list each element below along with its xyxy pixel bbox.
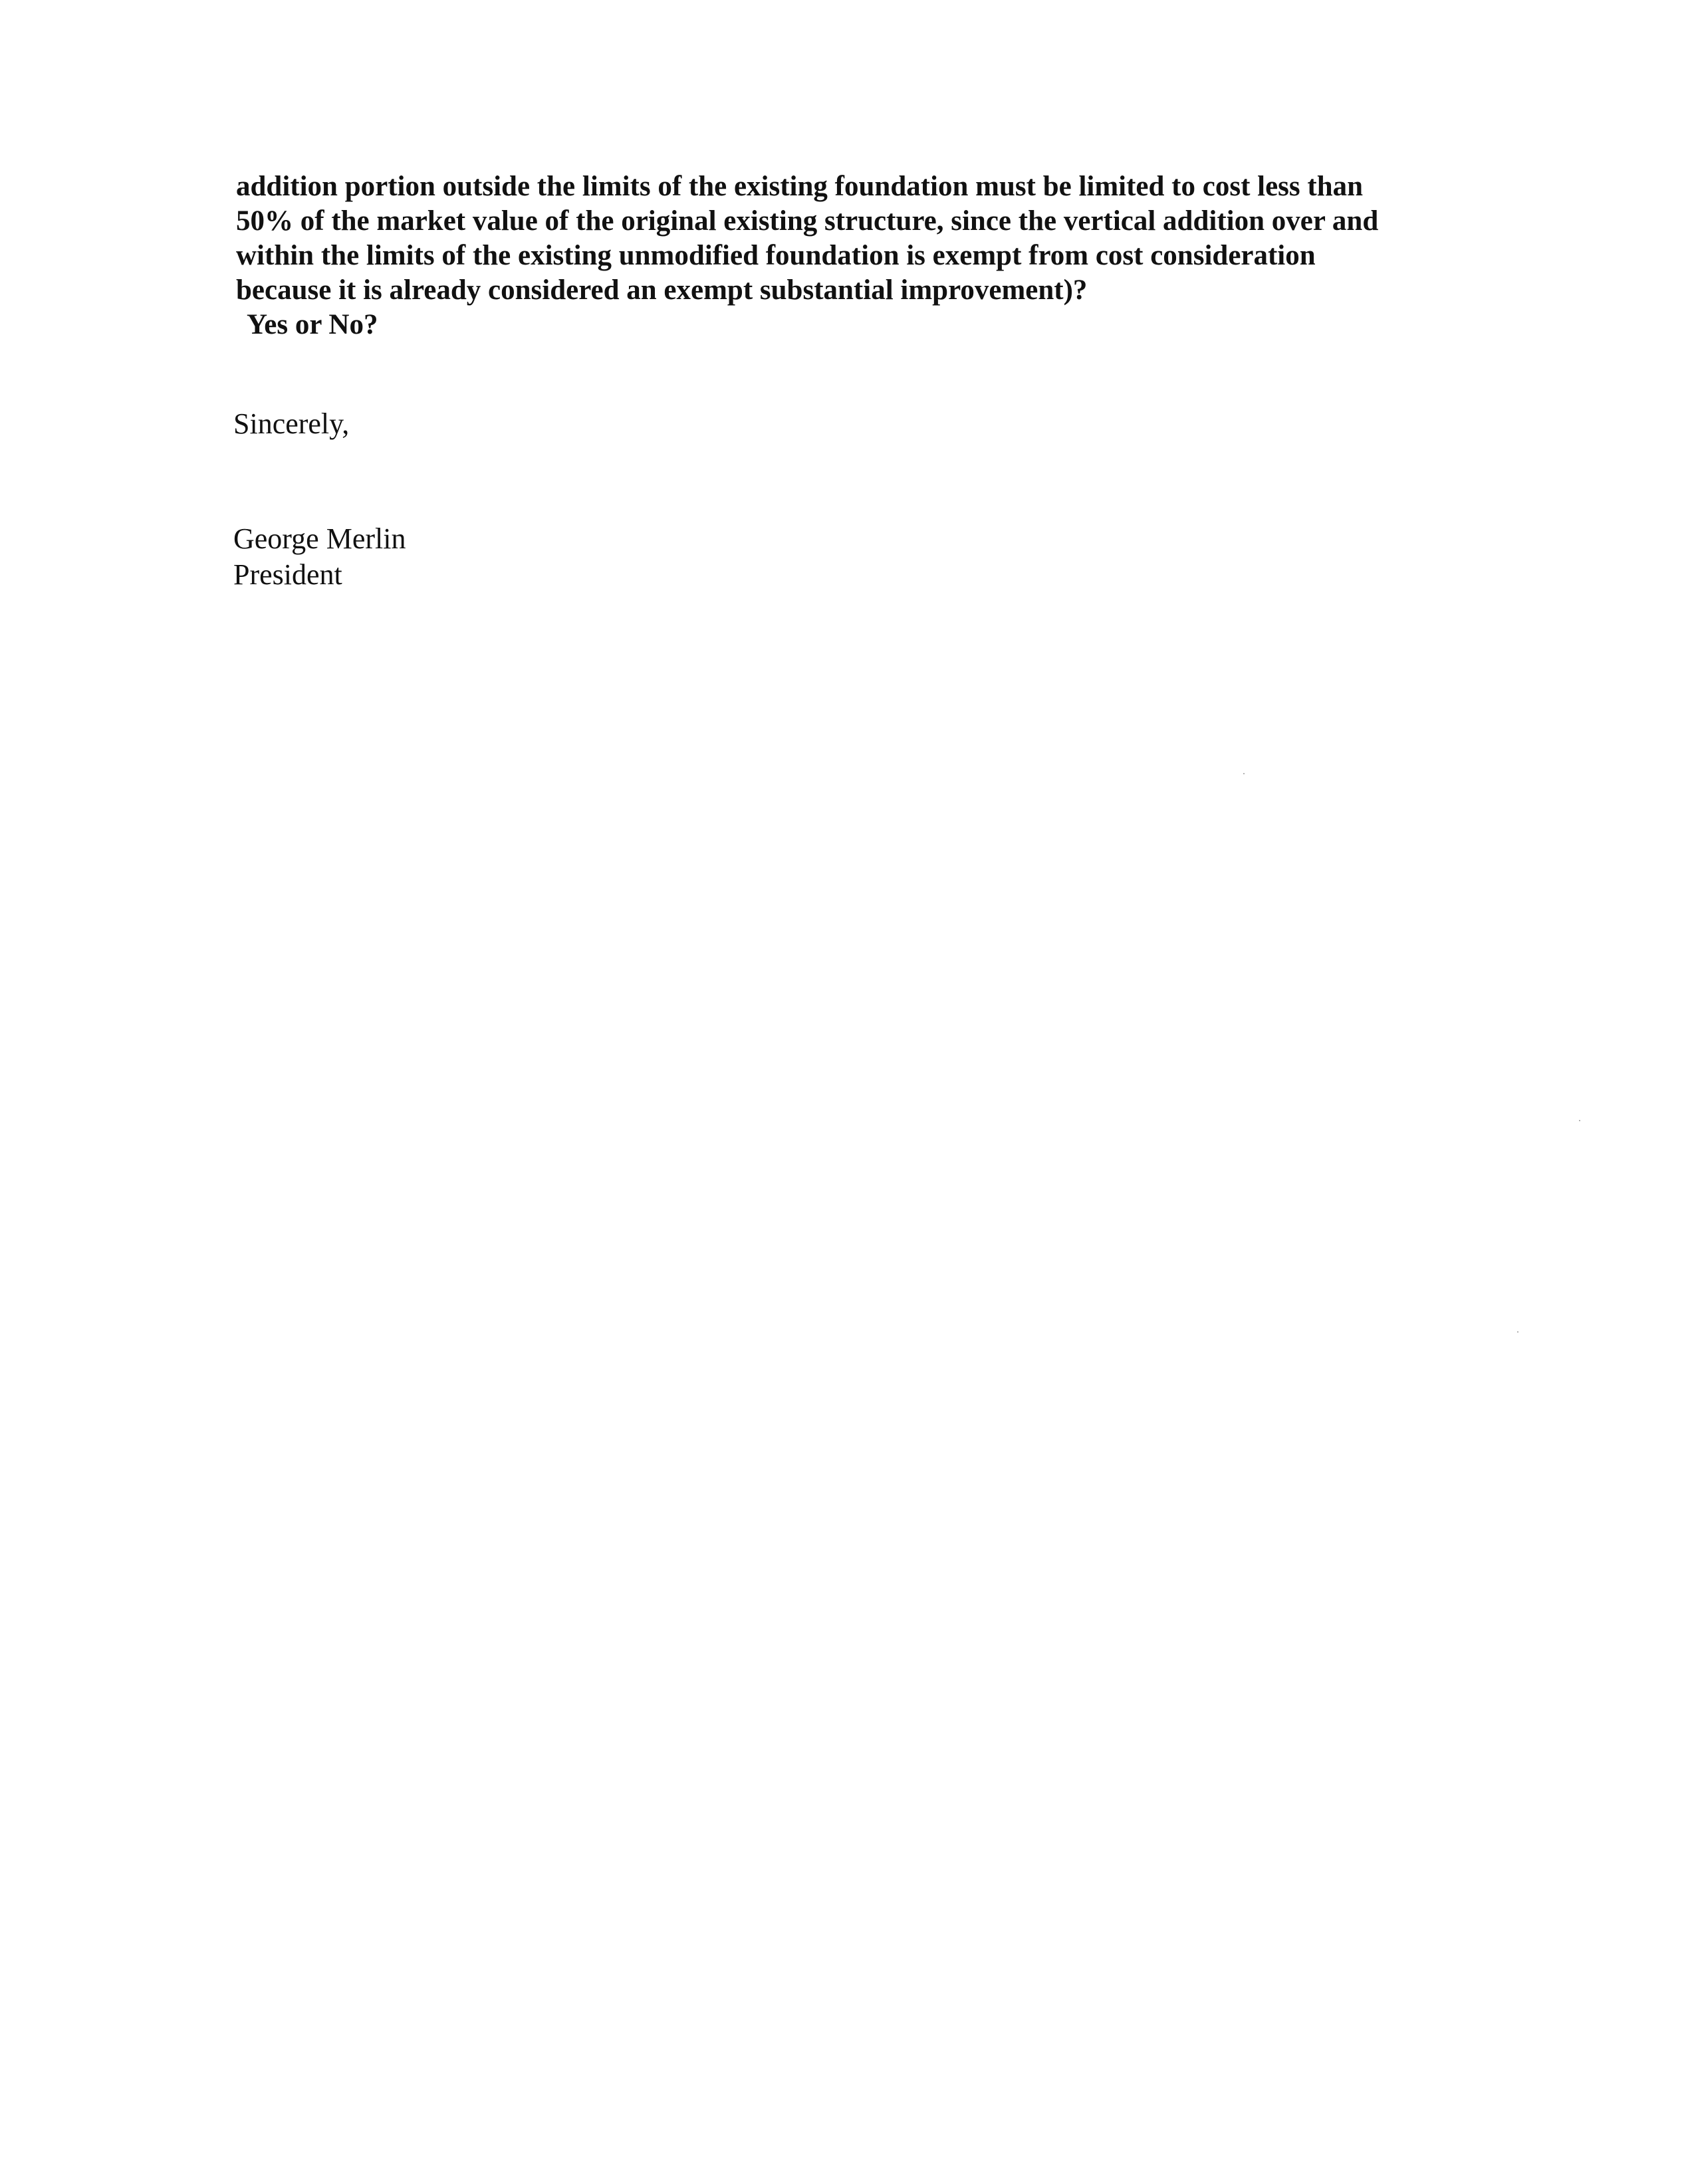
signer-title: President	[233, 558, 342, 591]
closing-salutation: Sincerely,	[233, 407, 350, 440]
paragraph-line: within the limits of the existing unmodified foundation is exempt from cost consideration	[236, 240, 1316, 271]
scan-speck	[1243, 773, 1245, 774]
signer-name: George Merlin	[233, 522, 406, 555]
paragraph-line: because it is already considered an exempt substantial improvement)?	[236, 274, 1088, 306]
paragraph-line: 50% of the market value of the original existing structure, since the vertical addition over and	[236, 205, 1379, 237]
scan-speck	[1579, 1120, 1580, 1121]
scan-speck	[1517, 1331, 1518, 1333]
paragraph-line: addition portion outside the limits of the existing foundation must be limited to cost less than	[236, 171, 1364, 202]
answer-prompt: Yes or No?	[247, 309, 378, 340]
question-paragraph	[236, 169, 1512, 342]
signature-block	[233, 521, 406, 593]
